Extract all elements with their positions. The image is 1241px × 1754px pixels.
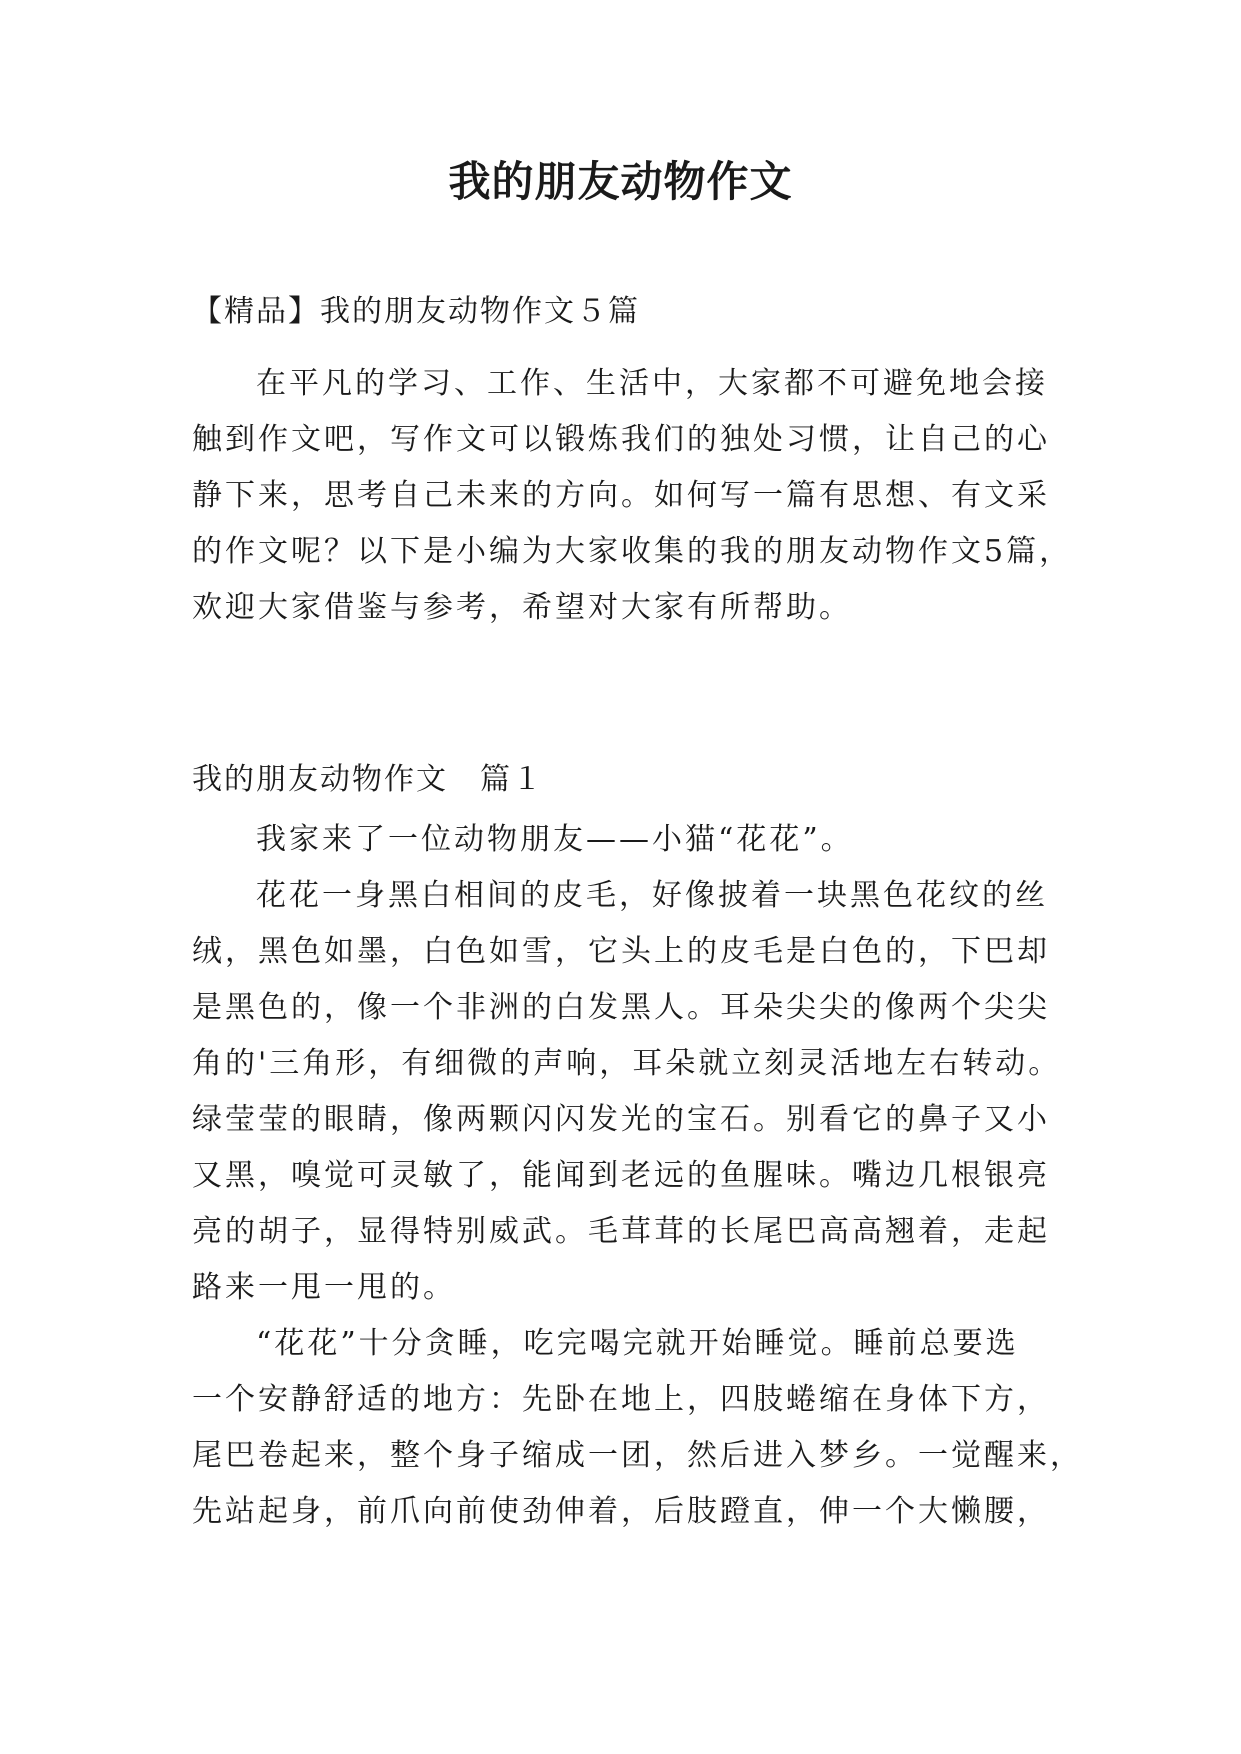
document-title: 我的朋友动物作文 (448, 157, 793, 206)
body-line: 花花一身黑白相间的皮毛，好像披着一块黑色花纹的丝 (256, 878, 1048, 913)
body-line: 路来一甩一甩的。 (192, 1270, 456, 1305)
section-heading: 我的朋友动物作文 篇１ (192, 762, 544, 797)
intro-line: 触到作文吧，写作文可以锻炼我们的独处习惯，让自己的心 (192, 422, 1050, 457)
body-line: “花花”十分贪睡，吃完喝完就开始睡觉。睡前总要选 (256, 1326, 1019, 1361)
body-line: 又黑，嗅觉可灵敏了，能闻到老远的鱼腥味。嘴边几根银亮 (192, 1158, 1050, 1193)
document-subtitle: 【精品】我的朋友动物作文５篇 (192, 294, 640, 329)
body-line: 角的'三角形，有细微的声响，耳朵就立刻灵活地左右转动。 (192, 1046, 1062, 1081)
body-line: 我家来了一位动物朋友——小猫“花花”。 (256, 822, 854, 857)
body-line: 绒，黑色如墨，白色如雪，它头上的皮毛是白色的，下巴却 (192, 934, 1050, 969)
intro-line: 静下来，思考自己未来的方向。如何写一篇有思想、有文采 (192, 478, 1050, 513)
body-line: 先站起身，前爪向前使劲伸着，后肢蹬直，伸一个大懒腰， (192, 1494, 1050, 1529)
body-line: 一个安静舒适的地方：先卧在地上，四肢蜷缩在身体下方， (192, 1382, 1050, 1417)
body-line: 是黑色的，像一个非洲的白发黑人。耳朵尖尖的像两个尖尖 (192, 990, 1050, 1025)
body-line: 亮的胡子，显得特别威武。毛茸茸的长尾巴高高翘着，走起 (192, 1214, 1050, 1249)
body-line: 尾巴卷起来，整个身子缩成一团，然后进入梦乡。一觉醒来， (192, 1438, 1083, 1473)
intro-line: 欢迎大家借鉴与参考，希望对大家有所帮助。 (192, 590, 852, 625)
intro-line: 的作文呢？以下是小编为大家收集的我的朋友动物作文5篇， (192, 534, 1073, 569)
intro-line: 在平凡的学习、工作、生活中，大家都不可避免地会接 (256, 366, 1048, 401)
body-line: 绿莹莹的眼睛，像两颗闪闪发光的宝石。别看它的鼻子又小 (192, 1102, 1050, 1137)
